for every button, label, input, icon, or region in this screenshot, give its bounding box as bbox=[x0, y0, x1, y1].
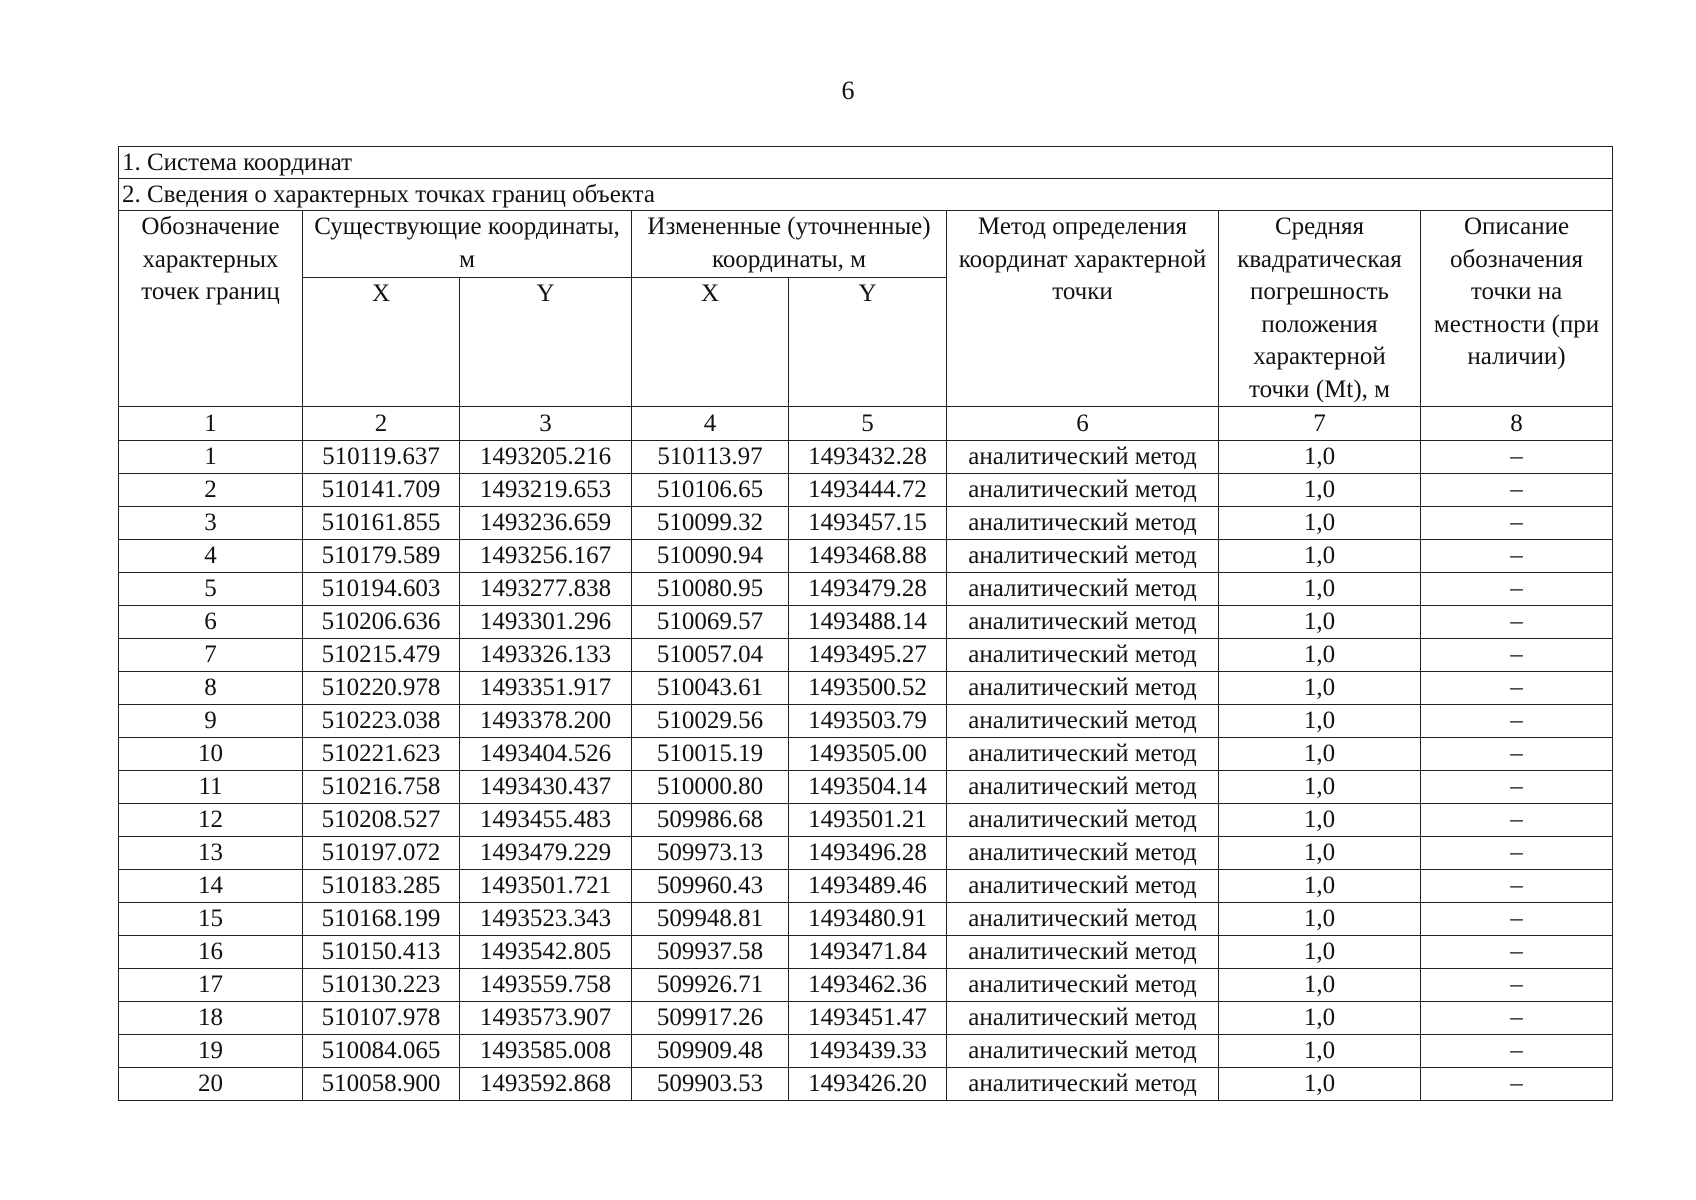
changed-y-cell: 1493500.52 bbox=[789, 672, 947, 705]
point-id-cell: 15 bbox=[119, 903, 303, 936]
description-cell: – bbox=[1421, 870, 1613, 903]
boundary-points-table bbox=[118, 146, 1613, 1101]
point-id-cell: 12 bbox=[119, 804, 303, 837]
method-cell: аналитический метод bbox=[947, 573, 1219, 606]
existing-x-cell: 510223.038 bbox=[303, 705, 460, 738]
existing-y-cell: 1493430.437 bbox=[460, 771, 632, 804]
existing-x-cell: 510130.223 bbox=[303, 969, 460, 1002]
method-cell: аналитический метод bbox=[947, 705, 1219, 738]
error-cell: 1,0 bbox=[1219, 606, 1421, 639]
error-cell: 1,0 bbox=[1219, 1035, 1421, 1068]
existing-y-cell: 1493219.653 bbox=[460, 474, 632, 507]
method-cell: аналитический метод bbox=[947, 672, 1219, 705]
table-row bbox=[119, 804, 1613, 837]
method-cell: аналитический метод bbox=[947, 870, 1219, 903]
description-cell: – bbox=[1421, 507, 1613, 540]
existing-x-cell: 510221.623 bbox=[303, 738, 460, 771]
point-id-cell: 4 bbox=[119, 540, 303, 573]
changed-x-cell: 510090.94 bbox=[632, 540, 789, 573]
error-cell: 1,0 bbox=[1219, 738, 1421, 771]
changed-x-cell: 510099.32 bbox=[632, 507, 789, 540]
section-row-coord-system bbox=[119, 147, 1613, 179]
column-number: 2 bbox=[303, 407, 460, 441]
method-cell: аналитический метод bbox=[947, 639, 1219, 672]
header-method: Метод определения координат характерной точки bbox=[947, 211, 1219, 407]
error-cell: 1,0 bbox=[1219, 837, 1421, 870]
method-cell: аналитический метод bbox=[947, 1068, 1219, 1101]
point-id-cell: 9 bbox=[119, 705, 303, 738]
existing-x-cell: 510141.709 bbox=[303, 474, 460, 507]
changed-x-cell: 510029.56 bbox=[632, 705, 789, 738]
description-cell: – bbox=[1421, 1068, 1613, 1101]
header-existing-x: X bbox=[303, 278, 460, 407]
changed-y-cell: 1493471.84 bbox=[789, 936, 947, 969]
point-id-cell: 5 bbox=[119, 573, 303, 606]
description-cell: – bbox=[1421, 540, 1613, 573]
changed-x-cell: 510080.95 bbox=[632, 573, 789, 606]
description-cell: – bbox=[1421, 1035, 1613, 1068]
description-cell: – bbox=[1421, 969, 1613, 1002]
changed-x-cell: 509903.53 bbox=[632, 1068, 789, 1101]
existing-y-cell: 1493573.907 bbox=[460, 1002, 632, 1035]
error-cell: 1,0 bbox=[1219, 1068, 1421, 1101]
point-id-cell: 16 bbox=[119, 936, 303, 969]
point-id-cell: 18 bbox=[119, 1002, 303, 1035]
changed-y-cell: 1493468.88 bbox=[789, 540, 947, 573]
changed-y-cell: 1493503.79 bbox=[789, 705, 947, 738]
existing-x-cell: 510107.978 bbox=[303, 1002, 460, 1035]
point-id-cell: 7 bbox=[119, 639, 303, 672]
description-cell: – bbox=[1421, 903, 1613, 936]
existing-x-cell: 510197.072 bbox=[303, 837, 460, 870]
column-number: 6 bbox=[947, 407, 1219, 441]
changed-x-cell: 509986.68 bbox=[632, 804, 789, 837]
existing-y-cell: 1493301.296 bbox=[460, 606, 632, 639]
changed-y-cell: 1493489.46 bbox=[789, 870, 947, 903]
points-info-label: 2. Сведения о характерных точках границ объекта bbox=[119, 179, 1613, 211]
header-changed-x: X bbox=[632, 278, 789, 407]
existing-x-cell: 510194.603 bbox=[303, 573, 460, 606]
existing-y-cell: 1493559.758 bbox=[460, 969, 632, 1002]
point-id-cell: 17 bbox=[119, 969, 303, 1002]
existing-x-cell: 510058.900 bbox=[303, 1068, 460, 1101]
existing-x-cell: 510161.855 bbox=[303, 507, 460, 540]
description-cell: – bbox=[1421, 639, 1613, 672]
changed-x-cell: 510000.80 bbox=[632, 771, 789, 804]
table-row bbox=[119, 606, 1613, 639]
error-cell: 1,0 bbox=[1219, 573, 1421, 606]
table-row bbox=[119, 1002, 1613, 1035]
changed-x-cell: 509948.81 bbox=[632, 903, 789, 936]
existing-y-cell: 1493592.868 bbox=[460, 1068, 632, 1101]
changed-x-cell: 509909.48 bbox=[632, 1035, 789, 1068]
coord-system-label: 1. Система координат bbox=[119, 147, 1613, 179]
point-id-cell: 10 bbox=[119, 738, 303, 771]
existing-y-cell: 1493256.167 bbox=[460, 540, 632, 573]
table-row bbox=[119, 507, 1613, 540]
description-cell: – bbox=[1421, 441, 1613, 474]
changed-y-cell: 1493457.15 bbox=[789, 507, 947, 540]
error-cell: 1,0 bbox=[1219, 1002, 1421, 1035]
header-changed-coords: Измененные (уточненные) координаты, м bbox=[632, 211, 947, 278]
existing-y-cell: 1493585.008 bbox=[460, 1035, 632, 1068]
header-changed-y: Y bbox=[789, 278, 947, 407]
method-cell: аналитический метод bbox=[947, 1035, 1219, 1068]
description-cell: – bbox=[1421, 738, 1613, 771]
method-cell: аналитический метод bbox=[947, 474, 1219, 507]
changed-x-cell: 509960.43 bbox=[632, 870, 789, 903]
changed-x-cell: 510069.57 bbox=[632, 606, 789, 639]
existing-y-cell: 1493277.838 bbox=[460, 573, 632, 606]
method-cell: аналитический метод bbox=[947, 606, 1219, 639]
error-cell: 1,0 bbox=[1219, 705, 1421, 738]
description-cell: – bbox=[1421, 837, 1613, 870]
existing-x-cell: 510183.285 bbox=[303, 870, 460, 903]
point-id-cell: 3 bbox=[119, 507, 303, 540]
error-cell: 1,0 bbox=[1219, 639, 1421, 672]
header-existing-y: Y bbox=[460, 278, 632, 407]
existing-y-cell: 1493378.200 bbox=[460, 705, 632, 738]
description-cell: – bbox=[1421, 606, 1613, 639]
method-cell: аналитический метод bbox=[947, 903, 1219, 936]
column-number: 8 bbox=[1421, 407, 1613, 441]
point-id-cell: 1 bbox=[119, 441, 303, 474]
table-row bbox=[119, 969, 1613, 1002]
description-cell: – bbox=[1421, 804, 1613, 837]
method-cell: аналитический метод bbox=[947, 540, 1219, 573]
table-row bbox=[119, 639, 1613, 672]
table-row bbox=[119, 573, 1613, 606]
error-cell: 1,0 bbox=[1219, 870, 1421, 903]
changed-y-cell: 1493426.20 bbox=[789, 1068, 947, 1101]
error-cell: 1,0 bbox=[1219, 672, 1421, 705]
table-body bbox=[119, 441, 1613, 1101]
existing-x-cell: 510216.758 bbox=[303, 771, 460, 804]
header-error: Средняя квадратическая погрешность положения характерной точки (Mt), м bbox=[1219, 211, 1421, 407]
existing-y-cell: 1493236.659 bbox=[460, 507, 632, 540]
column-number: 5 bbox=[789, 407, 947, 441]
changed-y-cell: 1493480.91 bbox=[789, 903, 947, 936]
page-number: 6 bbox=[841, 76, 855, 105]
header-designation: Обозначение характерных точек границ bbox=[119, 211, 303, 407]
method-cell: аналитический метод bbox=[947, 507, 1219, 540]
table-row bbox=[119, 1068, 1613, 1101]
changed-y-cell: 1493462.36 bbox=[789, 969, 947, 1002]
changed-x-cell: 510113.97 bbox=[632, 441, 789, 474]
existing-y-cell: 1493542.805 bbox=[460, 936, 632, 969]
error-cell: 1,0 bbox=[1219, 969, 1421, 1002]
existing-x-cell: 510168.199 bbox=[303, 903, 460, 936]
column-number: 7 bbox=[1219, 407, 1421, 441]
section-row-points-info bbox=[119, 179, 1613, 211]
table-row bbox=[119, 771, 1613, 804]
description-cell: – bbox=[1421, 474, 1613, 507]
changed-y-cell: 1493479.28 bbox=[789, 573, 947, 606]
table-row bbox=[119, 738, 1613, 771]
existing-y-cell: 1493455.483 bbox=[460, 804, 632, 837]
existing-y-cell: 1493523.343 bbox=[460, 903, 632, 936]
point-id-cell: 11 bbox=[119, 771, 303, 804]
table-row bbox=[119, 837, 1613, 870]
existing-y-cell: 1493351.917 bbox=[460, 672, 632, 705]
description-cell: – bbox=[1421, 672, 1613, 705]
error-cell: 1,0 bbox=[1219, 507, 1421, 540]
existing-y-cell: 1493326.133 bbox=[460, 639, 632, 672]
description-cell: – bbox=[1421, 771, 1613, 804]
existing-x-cell: 510215.479 bbox=[303, 639, 460, 672]
changed-x-cell: 510015.19 bbox=[632, 738, 789, 771]
table-row bbox=[119, 870, 1613, 903]
error-cell: 1,0 bbox=[1219, 771, 1421, 804]
error-cell: 1,0 bbox=[1219, 441, 1421, 474]
existing-x-cell: 510208.527 bbox=[303, 804, 460, 837]
table-row bbox=[119, 903, 1613, 936]
changed-y-cell: 1493444.72 bbox=[789, 474, 947, 507]
existing-y-cell: 1493479.229 bbox=[460, 837, 632, 870]
existing-x-cell: 510119.637 bbox=[303, 441, 460, 474]
existing-x-cell: 510220.978 bbox=[303, 672, 460, 705]
description-cell: – bbox=[1421, 936, 1613, 969]
changed-y-cell: 1493439.33 bbox=[789, 1035, 947, 1068]
method-cell: аналитический метод bbox=[947, 771, 1219, 804]
error-cell: 1,0 bbox=[1219, 936, 1421, 969]
changed-x-cell: 510043.61 bbox=[632, 672, 789, 705]
changed-y-cell: 1493432.28 bbox=[789, 441, 947, 474]
table-row bbox=[119, 540, 1613, 573]
column-number: 1 bbox=[119, 407, 303, 441]
changed-x-cell: 509973.13 bbox=[632, 837, 789, 870]
changed-x-cell: 510057.04 bbox=[632, 639, 789, 672]
point-id-cell: 20 bbox=[119, 1068, 303, 1101]
header-existing-coords: Существующие координаты, м bbox=[303, 211, 632, 278]
header-description: Описание обозначения точки на местности (при наличии) bbox=[1421, 211, 1613, 407]
method-cell: аналитический метод bbox=[947, 969, 1219, 1002]
point-id-cell: 14 bbox=[119, 870, 303, 903]
description-cell: – bbox=[1421, 1002, 1613, 1035]
changed-y-cell: 1493501.21 bbox=[789, 804, 947, 837]
existing-x-cell: 510206.636 bbox=[303, 606, 460, 639]
existing-x-cell: 510150.413 bbox=[303, 936, 460, 969]
header-row bbox=[119, 211, 1613, 278]
method-cell: аналитический метод bbox=[947, 936, 1219, 969]
changed-x-cell: 509917.26 bbox=[632, 1002, 789, 1035]
method-cell: аналитический метод bbox=[947, 804, 1219, 837]
table-row bbox=[119, 474, 1613, 507]
point-id-cell: 19 bbox=[119, 1035, 303, 1068]
changed-y-cell: 1493451.47 bbox=[789, 1002, 947, 1035]
changed-y-cell: 1493496.28 bbox=[789, 837, 947, 870]
description-cell: – bbox=[1421, 705, 1613, 738]
existing-x-cell: 510084.065 bbox=[303, 1035, 460, 1068]
method-cell: аналитический метод bbox=[947, 441, 1219, 474]
table-row bbox=[119, 1035, 1613, 1068]
existing-y-cell: 1493501.721 bbox=[460, 870, 632, 903]
changed-x-cell: 509926.71 bbox=[632, 969, 789, 1002]
changed-y-cell: 1493505.00 bbox=[789, 738, 947, 771]
column-number: 3 bbox=[460, 407, 632, 441]
existing-y-cell: 1493205.216 bbox=[460, 441, 632, 474]
error-cell: 1,0 bbox=[1219, 804, 1421, 837]
changed-x-cell: 509937.58 bbox=[632, 936, 789, 969]
table-row bbox=[119, 672, 1613, 705]
column-number: 4 bbox=[632, 407, 789, 441]
table-row bbox=[119, 441, 1613, 474]
changed-x-cell: 510106.65 bbox=[632, 474, 789, 507]
table-row bbox=[119, 705, 1613, 738]
point-id-cell: 6 bbox=[119, 606, 303, 639]
point-id-cell: 2 bbox=[119, 474, 303, 507]
changed-y-cell: 1493504.14 bbox=[789, 771, 947, 804]
description-cell: – bbox=[1421, 573, 1613, 606]
method-cell: аналитический метод bbox=[947, 1002, 1219, 1035]
method-cell: аналитический метод bbox=[947, 837, 1219, 870]
changed-y-cell: 1493488.14 bbox=[789, 606, 947, 639]
method-cell: аналитический метод bbox=[947, 738, 1219, 771]
point-id-cell: 13 bbox=[119, 837, 303, 870]
error-cell: 1,0 bbox=[1219, 540, 1421, 573]
changed-y-cell: 1493495.27 bbox=[789, 639, 947, 672]
column-number-row bbox=[119, 407, 1613, 441]
error-cell: 1,0 bbox=[1219, 474, 1421, 507]
existing-y-cell: 1493404.526 bbox=[460, 738, 632, 771]
existing-x-cell: 510179.589 bbox=[303, 540, 460, 573]
point-id-cell: 8 bbox=[119, 672, 303, 705]
table-row bbox=[119, 936, 1613, 969]
error-cell: 1,0 bbox=[1219, 903, 1421, 936]
